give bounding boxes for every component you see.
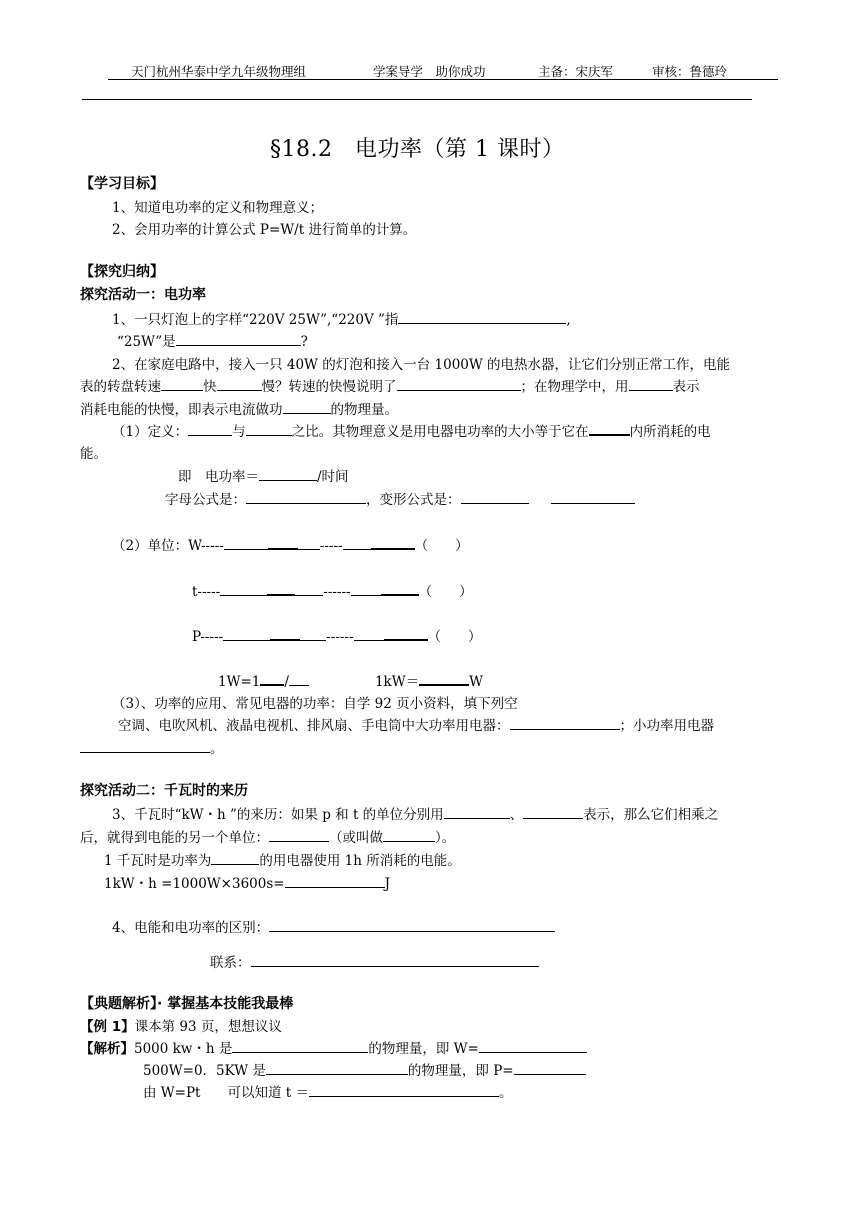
blank-20[interactable] [220,582,267,596]
w-eq-b: / [284,674,289,690]
def-text-c: 之比。其物理意义是用电器电功率的大小等于它在 [291,424,589,440]
analysis-line-3 [143,1081,513,1101]
header-rule [108,79,778,80]
unit-t-line [192,580,473,600]
ana2-text-a: 500W=0．5KW 是 [143,1063,266,1079]
kwh-text-a: 1 千瓦时是功率为 [104,853,212,869]
goal-item-1: 1、知道电功率的定义和物理意义； [112,200,324,216]
header-reviewer: 审核：鲁德玲 [652,64,728,79]
page-title: §18.2 电功率（第 1 课时） [270,137,565,162]
blank-25[interactable] [223,627,270,641]
blank-27[interactable] [300,627,326,641]
q3-text-b: 、 [509,807,524,823]
blank-30[interactable] [260,671,284,686]
blank-12[interactable] [246,490,366,504]
formula-text-a: 即 电功率＝ [178,469,259,485]
blank-33[interactable] [510,716,620,730]
q3-text-e: （或叫做 [329,830,383,846]
application-line-1: （3）、功率的应用、常见电器的功率：自学 92 页小资料，填下列空 [112,696,518,712]
q3-text-a: 3、千瓦时“kW・h ”的来历：如果 p 和 t 的单位分别用 [112,807,444,823]
question-2-line-3 [80,398,398,418]
blank-40[interactable] [285,874,385,888]
def-text-d: 内所消耗的电 [629,424,711,440]
ana3-text-a: 由 W=Pt 可以知道 t ＝ [143,1085,309,1101]
unit-t-paren: （ ） [418,584,473,600]
analysis-label: 【解析】 [80,1041,134,1057]
unit-p-dash: ------ [326,629,354,645]
goals-heading: 【学习目标】 [80,176,164,192]
question-1a-text: 1、一只灯泡上的字样“220V 25W”,“220V ”指 [112,312,399,328]
blank-29[interactable] [384,626,428,641]
ana1-text-b: 的物理量，即 W= [368,1041,479,1057]
kwh-definition-line [104,849,461,869]
blank-28[interactable] [354,627,384,641]
activity-2-heading: 探究活动二：千瓦时的来历 [80,783,248,799]
blank-2[interactable] [176,332,301,346]
definition-line [112,420,711,440]
app-text-a: 空调、电吹风机、液晶电视机、排风扇、手电筒中大功率用电器： [118,718,510,734]
header-author: 主备：宋庆军 [538,64,614,79]
header-slogan: 学案导学 助你成功 [373,64,486,79]
q2-text-b: 快 [203,379,217,395]
question-3-line-2 [80,826,455,846]
application-line-2 [118,714,714,734]
question-2-line-1: 2、在家庭电路中，接入一只 40W 的灯泡和接入一台 1000W 的电热水器，让它们分别正常工作，电能 [112,357,731,373]
blank-38[interactable] [383,828,435,842]
blank-26[interactable] [270,626,300,641]
q2-text-e: 表示 [672,379,700,395]
letter-text-a: 字母公式是： [165,492,246,508]
kw-eq-b: W [469,674,483,690]
app-text-b: ；小功率用电器 [619,718,714,734]
question-1b-text: “25W”是 [117,334,176,350]
formula-text-b: /时间 [317,469,349,485]
question-3-line-1 [112,803,718,823]
blank-24[interactable] [381,581,419,596]
analysis-line-1 [80,1037,587,1057]
unit-t-dash: ------ [323,584,351,600]
blank-8[interactable] [188,422,232,436]
link-line [210,951,539,971]
kwh-equation-line [104,872,390,892]
blank-35[interactable] [444,805,510,819]
blank-19[interactable] [371,535,415,550]
blank-45[interactable] [266,1061,408,1075]
blank-15[interactable] [224,536,268,550]
blank-18[interactable] [343,536,371,550]
blank-39[interactable] [211,851,259,865]
ana1-text-a: 5000 kw・h 是 [134,1041,233,1057]
blank-16[interactable] [268,535,298,550]
unit-p-label: P----- [192,629,224,645]
q3-text-f: ）。 [435,830,456,846]
blank-44[interactable] [479,1039,587,1053]
kw-eq-a: 1kW＝ [374,674,420,690]
unit-t-label: t----- [192,584,221,600]
unit-w-line [112,534,469,554]
blank-13[interactable] [461,490,529,504]
blank-4[interactable] [217,377,262,391]
goal-item-2: 2、会用功率的计算公式 P=W/t 进行简单的计算。 [112,222,417,238]
blank-3[interactable] [161,377,203,391]
blank-47[interactable] [309,1083,499,1097]
blank-9[interactable] [246,422,292,436]
blank-31[interactable] [289,672,309,686]
blank-1[interactable] [398,310,566,324]
example-1-line [80,1015,282,1035]
blank-14[interactable] [551,490,635,504]
q2-text-c: 慢？转速的快慢说明了 [261,379,397,395]
def-text-b: 与 [232,424,246,440]
blank-41[interactable] [269,918,555,932]
blank-6[interactable] [629,377,673,391]
kwh-eq-b: J [384,876,391,892]
application-line-3 [80,737,224,757]
q2-text-d: ；在物理学中，用 [520,379,629,395]
q2-text-g: 的物理量。 [330,402,398,418]
kwh-eq-a: 1kW・h =1000W×3600s= [104,876,285,892]
blank-36[interactable] [523,805,583,819]
blank-5[interactable] [397,377,521,391]
letter-formula-line [165,488,635,508]
unit-p-line [192,625,482,645]
letter-text-b: ，变形公式是： [366,492,461,508]
unit-label: （2）单位：W----- [112,538,224,554]
blank-22[interactable] [295,582,323,596]
link-text: 联系： [210,955,251,971]
blank-17[interactable] [298,536,320,550]
header-school: 天门杭州华泰中学九年级物理组 [131,64,307,79]
analysis-line-2 [143,1059,586,1079]
ana2-text-b: 的物理量，即 P= [407,1063,514,1079]
ana3-text-b: 。 [499,1085,513,1101]
blank-42[interactable] [251,953,539,967]
header-rule-2 [82,99,752,100]
blank-7[interactable] [283,400,331,414]
w-eq-a: 1W=1 [218,674,261,690]
blank-21[interactable] [267,581,295,596]
kwh-text-b: 的用电器使用 1h 所消耗的电能。 [259,853,461,869]
example-1-text: 课本第 93 页，想想议议 [134,1019,282,1035]
blank-10[interactable] [589,421,630,436]
blank-34[interactable] [80,739,210,753]
blank-37[interactable] [269,828,329,842]
question-1b-end: ? [300,334,308,350]
example-heading: 【典题解析】· 掌握基本技能我最棒 [80,996,294,1012]
question-4-line [112,916,555,936]
question-1b [117,330,308,350]
q2-text-f: 消耗电能的快慢，即表示电流做功 [80,402,283,418]
blank-46[interactable] [514,1061,586,1075]
explore-heading: 【探究归纳】 [80,264,164,280]
blank-43[interactable] [232,1039,368,1053]
q3-text-c: 表示，那么它们相乘之 [583,807,719,823]
definition-line-2: 能。 [80,446,107,462]
activity-1-heading: 探究活动一：电功率 [80,287,206,303]
def-text-a: （1）定义： [112,424,189,440]
q2-text-a: 表的转盘转速 [80,379,161,395]
blank-32[interactable] [419,671,469,686]
blank-11[interactable] [259,467,317,481]
question-1a-end: , [566,312,571,328]
unit-paren: （ ） [414,538,469,554]
q3-text-d: 后，就得到电能的另一个单位： [80,830,269,846]
unit-conversion-line [218,670,483,690]
example-1-label: 【例 1】 [80,1019,135,1035]
blank-23[interactable] [351,582,381,596]
question-1a [112,308,571,328]
unit-p-paren: （ ） [427,629,482,645]
formula-line [178,465,349,485]
q4-text: 4、电能和电功率的区别： [112,920,270,936]
question-2-line-2 [80,375,700,395]
unit-dash: ----- [319,538,343,554]
app-text-c: 。 [210,741,224,757]
